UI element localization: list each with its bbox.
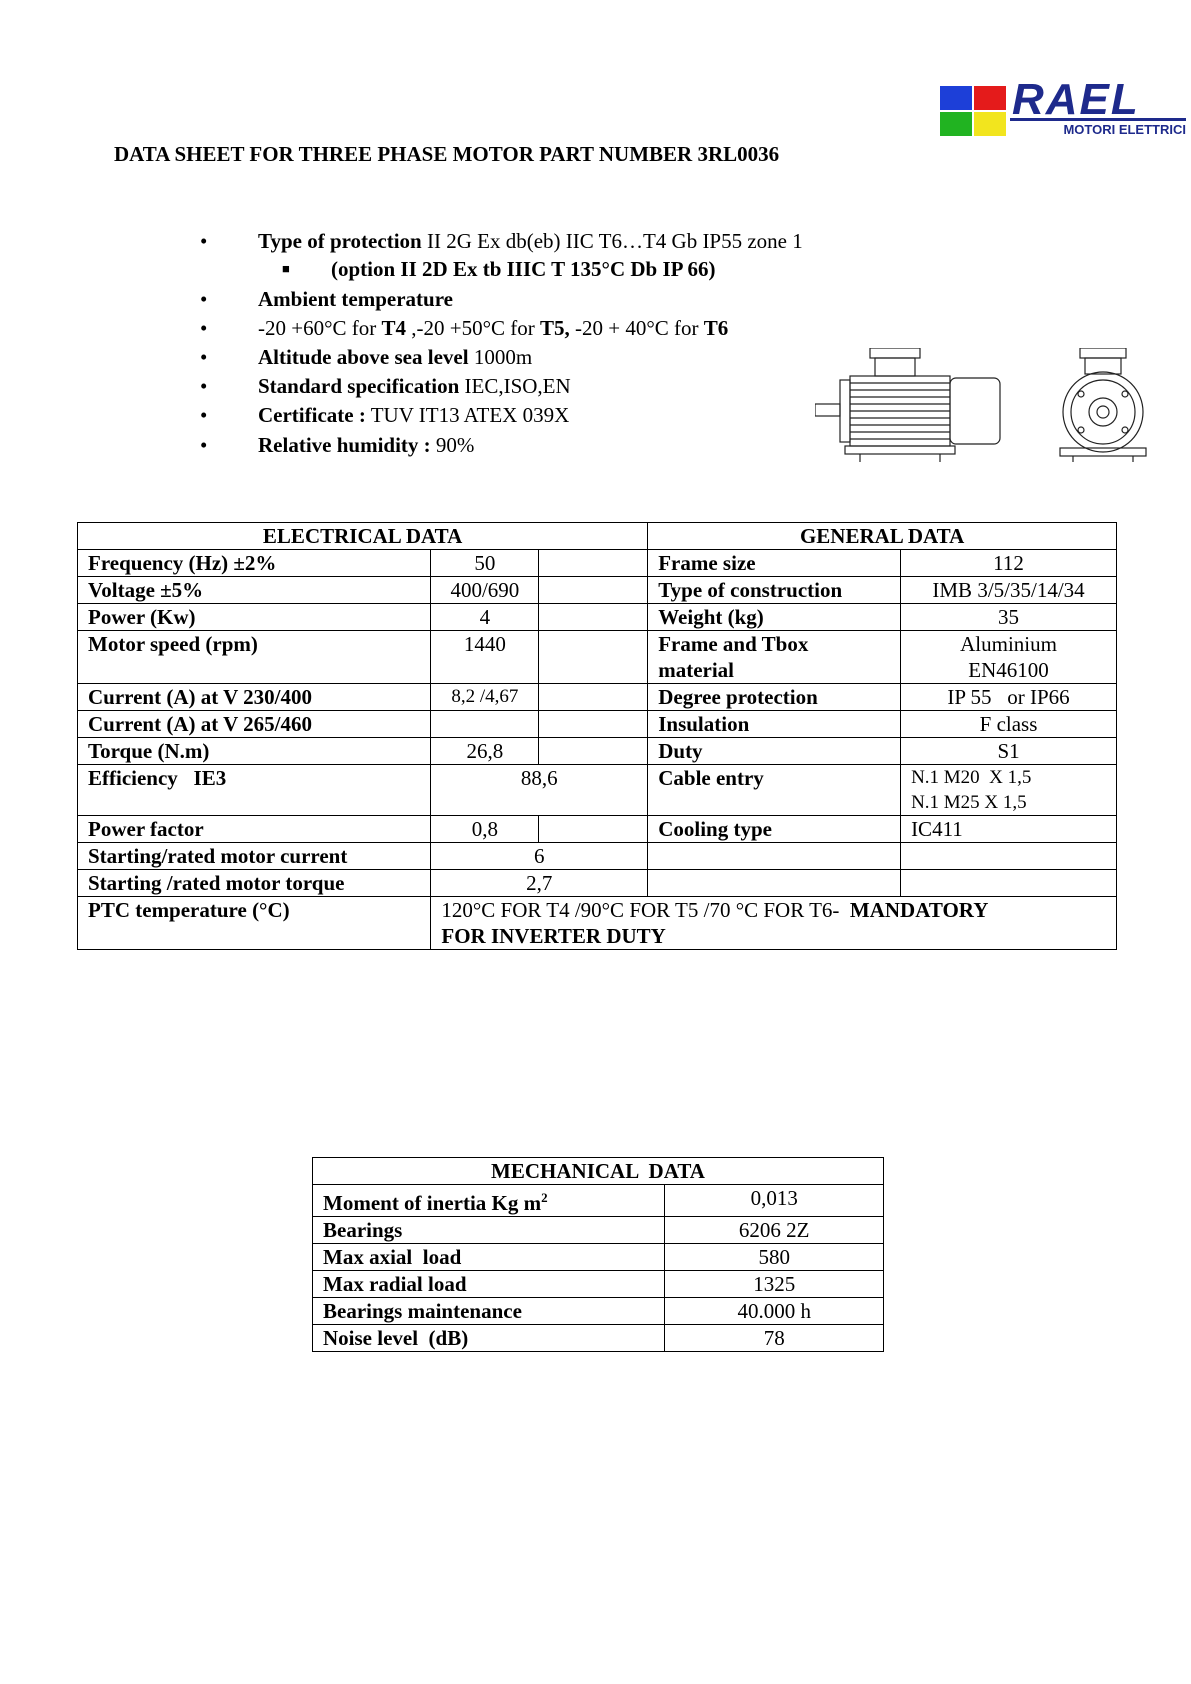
- row-value: 0,8: [431, 816, 539, 843]
- row-value: 78: [665, 1325, 884, 1352]
- spec-ambient: [258, 286, 453, 312]
- row-empty: [901, 843, 1117, 870]
- inertia-label-text: Moment of inertia Kg m: [323, 1191, 542, 1215]
- row-label: Power factor: [78, 816, 431, 843]
- spec-humidity-value: 90%: [430, 433, 475, 457]
- row-label: Power (Kw): [78, 604, 431, 631]
- general-label: Frame size: [648, 550, 901, 577]
- row-label: Bearings maintenance: [313, 1298, 665, 1325]
- row-empty: [539, 738, 648, 765]
- spec-ambient-label: Ambient temperature: [258, 287, 453, 311]
- ptc-mandatory: MANDATORY: [849, 898, 989, 922]
- spec-certificate-value: TUV IT13 ATEX 039X: [365, 403, 570, 427]
- general-value: 112: [901, 550, 1117, 577]
- ambient-t5: T5,: [539, 316, 570, 340]
- inertia-value: 0,013: [665, 1185, 884, 1217]
- row-label: Starting /rated motor torque: [78, 870, 431, 897]
- table-header-row: [313, 1158, 884, 1185]
- logo-yellow-square: [974, 112, 1006, 136]
- general-label: Insulation: [648, 711, 901, 738]
- table-row: [78, 897, 1117, 950]
- general-value: [901, 631, 1117, 684]
- ambient-t6: T6: [703, 316, 729, 340]
- inertia-sup: 2: [541, 1190, 548, 1205]
- spec-ambient-values: [258, 315, 728, 341]
- table-row: [78, 711, 1117, 738]
- general-value: IP 55 or IP66: [901, 684, 1117, 711]
- general-value: IMB 3/5/35/14/34: [901, 577, 1117, 604]
- row-value: 88,6: [431, 765, 648, 816]
- general-label: [648, 631, 901, 684]
- cable-entry-line2: N.1 M25 X 1,5: [911, 792, 1027, 813]
- row-value: [431, 711, 539, 738]
- general-label: Type of construction: [648, 577, 901, 604]
- row-empty: [539, 604, 648, 631]
- row-label: Max axial load: [313, 1244, 665, 1271]
- table-row: [78, 843, 1117, 870]
- spec-humidity: [258, 432, 474, 458]
- bullet-icon: •: [200, 433, 208, 457]
- ambient-text-2: ,-20 +50°C for: [406, 316, 540, 340]
- row-value: 8,2 /4,67: [431, 684, 539, 711]
- mechanical-table: [312, 1157, 884, 1352]
- row-label: Noise level (dB): [313, 1325, 665, 1352]
- general-value: [901, 765, 1117, 816]
- bullet-icon: •: [200, 345, 208, 369]
- table-row: [78, 765, 1117, 816]
- general-label-line2: material: [658, 658, 735, 682]
- spec-standard-value: IEC,ISO,EN: [459, 374, 571, 398]
- row-empty: [539, 631, 648, 684]
- row-value: 4: [431, 604, 539, 631]
- bullet-icon: •: [200, 287, 208, 311]
- ptc-value: [431, 897, 1117, 950]
- electrical-header: ELECTRICAL DATA: [78, 523, 648, 550]
- spec-humidity-label: Relative humidity :: [258, 433, 431, 457]
- row-label: Bearings: [313, 1217, 665, 1244]
- row-label: Current (A) at V 265/460: [78, 711, 431, 738]
- table-row: [313, 1325, 884, 1352]
- general-value: S1: [901, 738, 1117, 765]
- general-label: Duty: [648, 738, 901, 765]
- table-row: [313, 1217, 884, 1244]
- general-label: Weight (kg): [648, 604, 901, 631]
- row-label: Starting/rated motor current: [78, 843, 431, 870]
- square-bullet-icon: ■: [282, 261, 290, 276]
- general-label: Degree protection: [648, 684, 901, 711]
- spec-certificate: [258, 402, 569, 428]
- inertia-label: [313, 1185, 665, 1217]
- general-value-line1: Aluminium: [960, 632, 1057, 656]
- row-value: 40.000 h: [665, 1298, 884, 1325]
- cable-entry-line1: N.1 M20 X 1,5: [911, 767, 1032, 788]
- row-value: 1325: [665, 1271, 884, 1298]
- row-label: Current (A) at V 230/400: [78, 684, 431, 711]
- logo-wordmark: RAEL: [1012, 75, 1140, 124]
- spec-standard: [258, 373, 571, 399]
- ambient-t4: T4: [381, 316, 406, 340]
- motor-drawing: [815, 348, 1165, 468]
- ptc-value-text: 120°C FOR T4 /90°C FOR T5 /70 °C FOR T6-: [441, 898, 850, 922]
- general-value: IC411: [901, 816, 1117, 843]
- table-row: [78, 550, 1117, 577]
- table-row: [78, 577, 1117, 604]
- table-row: [78, 631, 1117, 684]
- row-value: 6: [431, 843, 648, 870]
- spec-protection-value: II 2G Ex db(eb) IIC T6…T4 Gb IP55 zone 1: [426, 229, 803, 253]
- table-row: [313, 1185, 884, 1217]
- table-row: [78, 684, 1117, 711]
- row-value: 1440: [431, 631, 539, 684]
- row-value: 400/690: [431, 577, 539, 604]
- row-label: Efficiency IE3: [78, 765, 431, 816]
- electrical-general-table: [77, 522, 1117, 950]
- general-value: 35: [901, 604, 1117, 631]
- row-empty: [539, 816, 648, 843]
- spec-option-text: (option II 2D Ex tb IIIC T 135°C Db IP 66): [331, 257, 716, 281]
- bullet-icon: •: [200, 229, 208, 253]
- row-label: Motor speed (rpm): [78, 631, 431, 684]
- general-label: Cable entry: [648, 765, 901, 816]
- row-empty: [539, 550, 648, 577]
- table-header-row: [78, 523, 1117, 550]
- row-value: 2,7: [431, 870, 648, 897]
- spec-protection: [258, 228, 803, 254]
- bullet-icon: •: [200, 374, 208, 398]
- logo-subtitle: MOTORI ELETTRICI: [1010, 118, 1186, 138]
- row-empty: [901, 870, 1117, 897]
- table-row: [78, 604, 1117, 631]
- row-label: Torque (N.m): [78, 738, 431, 765]
- rael-logo: [940, 75, 1186, 137]
- spec-altitude: [258, 344, 532, 370]
- bullet-icon: •: [200, 403, 208, 427]
- general-header: GENERAL DATA: [648, 523, 1117, 550]
- spec-altitude-label: Altitude above sea level: [258, 345, 469, 369]
- bullet-icon: •: [200, 316, 208, 340]
- row-value: 50: [431, 550, 539, 577]
- logo-green-square: [940, 112, 972, 136]
- row-value: 580: [665, 1244, 884, 1271]
- table-row: [313, 1298, 884, 1325]
- table-row: [78, 816, 1117, 843]
- row-label: Max radial load: [313, 1271, 665, 1298]
- row-value: 6206 2Z: [665, 1217, 884, 1244]
- ptc-inverter-duty: FOR INVERTER DUTY: [441, 924, 666, 948]
- ambient-text-1: -20 +60°C for: [258, 316, 382, 340]
- row-empty: [539, 577, 648, 604]
- general-value-line2: EN46100: [968, 658, 1049, 682]
- row-value: 26,8: [431, 738, 539, 765]
- page-title: DATA SHEET FOR THREE PHASE MOTOR PART NUMBER 3RL0036: [114, 142, 780, 166]
- logo-red-square: [940, 86, 972, 110]
- spec-standard-label: Standard specification: [258, 374, 460, 398]
- table-row: [78, 870, 1117, 897]
- general-value: F class: [901, 711, 1117, 738]
- spec-protection-label: Type of protection: [258, 229, 422, 253]
- logo-blue-square: [974, 86, 1006, 110]
- ambient-text-3: -20 + 40°C for: [569, 316, 704, 340]
- general-label-line1: Frame and Tbox: [658, 632, 809, 656]
- table-row: [313, 1244, 884, 1271]
- table-row: [313, 1271, 884, 1298]
- row-empty: [648, 843, 901, 870]
- mechanical-header: MECHANICAL DATA: [313, 1158, 884, 1185]
- spec-option: [331, 256, 716, 282]
- row-label: Voltage ±5%: [78, 577, 431, 604]
- spec-altitude-value: 1000m: [468, 345, 533, 369]
- row-empty: [648, 870, 901, 897]
- row-empty: [539, 711, 648, 738]
- table-row: [78, 738, 1117, 765]
- row-label: Frequency (Hz) ±2%: [78, 550, 431, 577]
- ptc-label: PTC temperature (°C): [78, 897, 431, 950]
- row-empty: [539, 684, 648, 711]
- spec-certificate-label: Certificate :: [258, 403, 366, 427]
- general-label: Cooling type: [648, 816, 901, 843]
